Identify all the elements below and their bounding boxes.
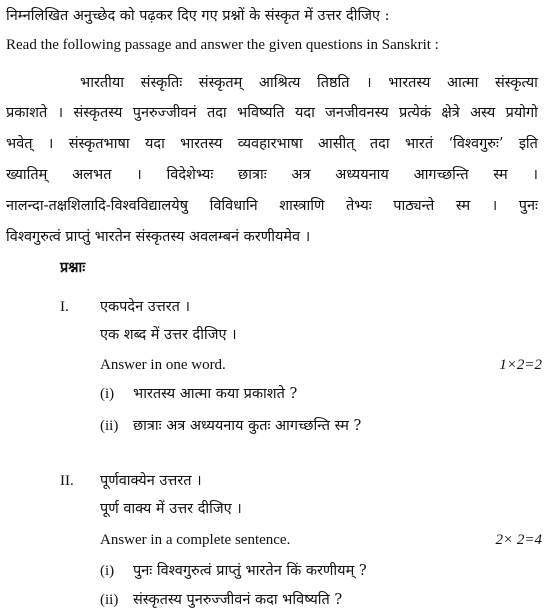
- question-item-text: संस्कृतस्य पुनरुज्जीवनं कदा भविष्यति ?: [133, 592, 343, 608]
- hindi-instruction: निम्नलिखित अनुच्छेद को पढ़कर दिए गए प्रश्नों के संस्कृत में उत्तर दीजिए :: [6, 8, 390, 24]
- section-sanskrit-instruction: एकपदेन उत्तरत ।: [100, 299, 191, 315]
- question-item-label: (i): [100, 386, 115, 402]
- question-item-label: (ii): [100, 418, 119, 434]
- section-numeral: I.: [60, 299, 69, 315]
- question-item-text: पुनः विश्वगुरुत्वं प्राप्तुं भारतेन किं करणीयम् ?: [133, 563, 367, 579]
- section-sanskrit-instruction: पूर्णवाक्येन उत्तरत ।: [100, 473, 202, 489]
- passage-line-5: नालन्दा-तक्षशिलादि-विश्वविद्यालयेषु विविधानि शास्त्राणि तेभ्यः पाठ्यन्ते स्म । पुनः: [6, 198, 538, 214]
- question-item-label: (ii): [100, 592, 119, 608]
- passage-line-1: भारतीया संस्कृतिः संस्कृतम् आश्रित्य तिष्ठति । भारतस्य आत्मा संस्कृत्या: [80, 75, 538, 91]
- question-item-label: (i): [100, 563, 115, 579]
- marks-label: 2× 2=4: [495, 532, 542, 548]
- passage-line-3: भवेत् । संस्कृतभाषा यदा भारतस्य व्यवहारभाषा आसीत् तदा भारतं ‘विश्वगुरुः’ इति: [6, 136, 538, 152]
- english-instruction: Read the following passage and answer the given questions in Sanskrit :: [6, 37, 439, 53]
- question-item-text: छात्राः अत्र अध्ययनाय कुतः आगच्छन्ति स्म ?: [133, 418, 362, 434]
- question-item-text: भारतस्य आत्मा कया प्रकाशते ?: [133, 386, 298, 402]
- marks-label: 1×2=2: [499, 357, 542, 373]
- section-hindi-instruction: एक शब्द में उत्तर दीजिए ।: [100, 327, 237, 343]
- section-hindi-instruction: पूर्ण वाक्य में उत्तर दीजिए ।: [100, 501, 242, 517]
- section-english-instruction: Answer in a complete sentence.: [100, 532, 291, 548]
- passage-line-6: विश्वगुरुत्वं प्राप्तुं भारतेन संस्कृतस्य अवलम्बनं करणीयमेव ।: [6, 229, 311, 245]
- section-numeral: II.: [60, 473, 74, 489]
- passage-line-4: ख्यातिम् अलभत । विदेशेभ्यः छात्राः अत्र अध्ययनाय आगच्छन्ति स्म ।: [6, 167, 538, 183]
- passage-line-2: प्रकाशते । संस्कृतस्य पुनरुज्जीवनं तदा भविष्यति यदा जनजीवनस्य प्रत्येकं क्षेत्रे अस्य प्रयोगो: [6, 105, 538, 121]
- questions-heading: प्रश्नाः: [60, 259, 86, 276]
- section-english-instruction: Answer in one word.: [100, 357, 226, 373]
